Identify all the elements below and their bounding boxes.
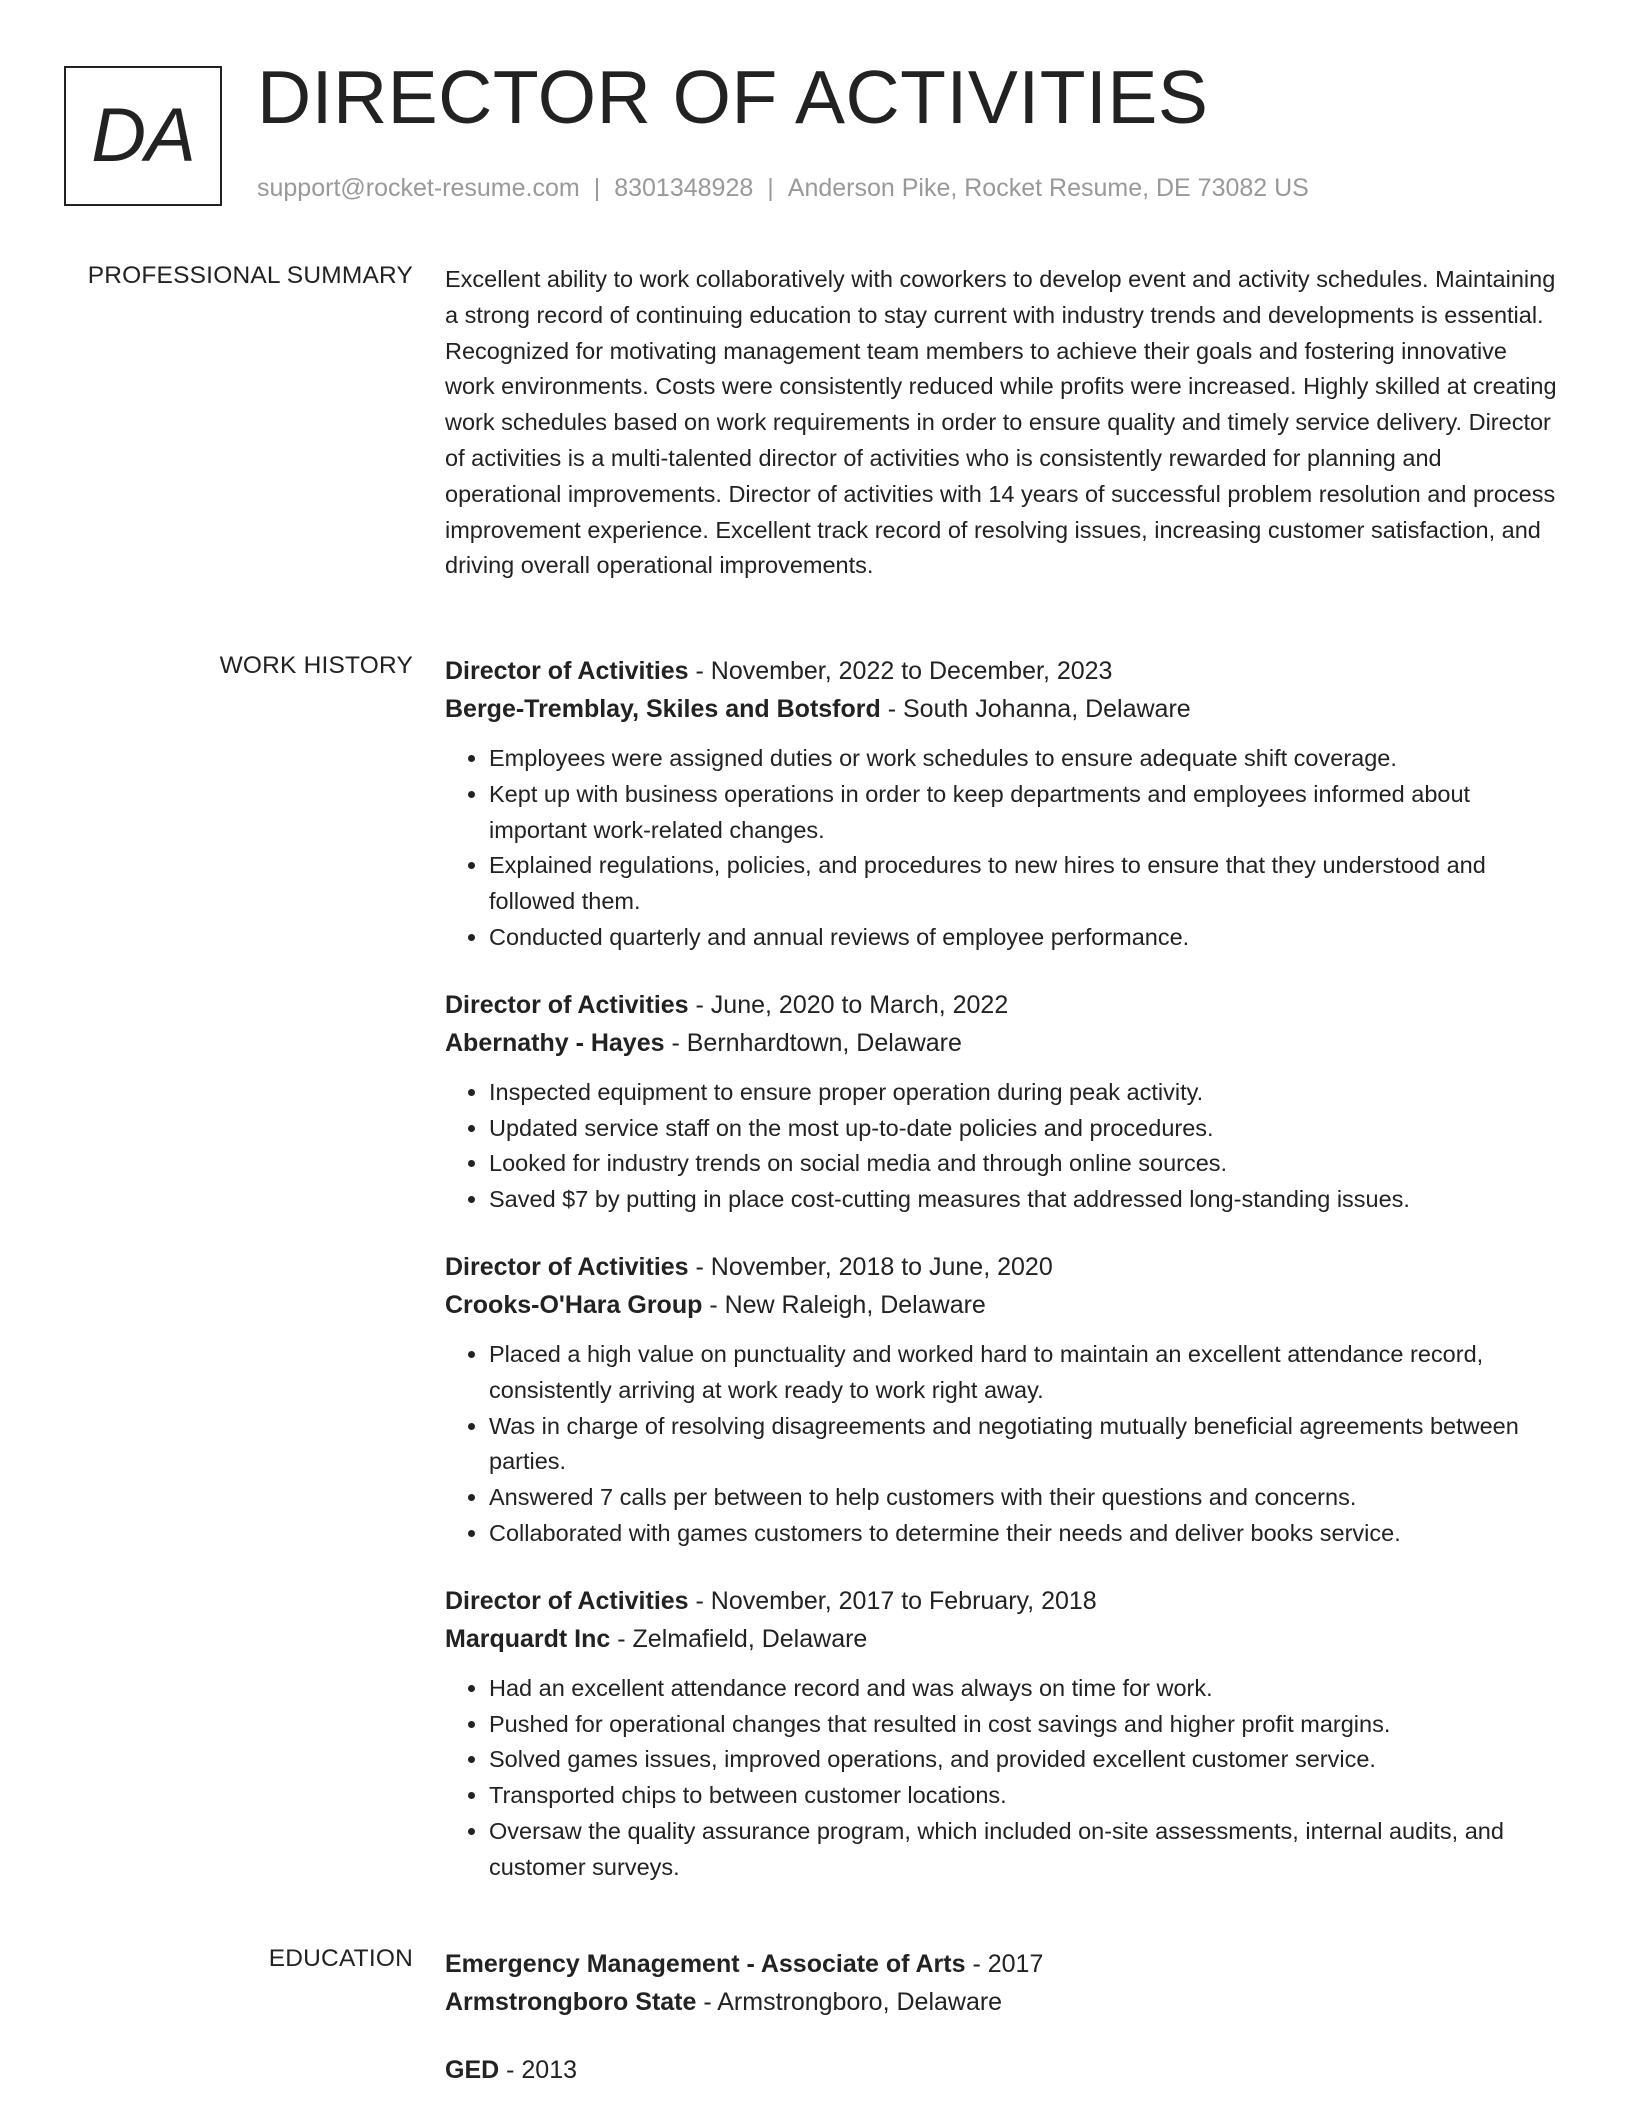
education-location: - Armstrongboro, Delaware <box>696 1988 1003 2016</box>
job-bullets <box>445 741 1560 956</box>
job-company-line <box>445 1286 1560 1324</box>
job-bullets <box>445 1075 1560 1218</box>
job-bullet: • Placed a high value on punctuality and worked hard to maintain an excellent attendance record, consistently arriving at work ready to work right away. <box>489 1337 1560 1409</box>
education-entry <box>445 1945 1560 2021</box>
job-bullets <box>445 1671 1560 1886</box>
education-body <box>445 1945 1560 2119</box>
job-bullet: • Saved $7 by putting in place cost-cutting measures that addressed long-standing issues. <box>489 1182 1560 1218</box>
job-bullet: • Looked for industry trends on social media and through online sources. <box>489 1146 1560 1182</box>
job-title: Director of Activities <box>445 657 689 685</box>
education-degree: GED <box>445 2056 500 2084</box>
job-bullets <box>445 1337 1560 1552</box>
job-bullet: • Conducted quarterly and annual reviews of employee performance. <box>489 920 1560 956</box>
job-entry <box>445 1582 1560 1886</box>
job-title: Director of Activities <box>445 990 689 1019</box>
job-title: Director of Activities <box>445 1252 689 1281</box>
job-company-line <box>445 690 1560 728</box>
resume-title: DIRECTOR OF ACTIVITIES <box>257 55 1209 139</box>
monogram-box <box>64 66 222 206</box>
job-bullet: • Transported chips to between customer locations. <box>489 1778 1560 1814</box>
education-degree-line <box>445 2051 1560 2089</box>
job-bullet: • Had an excellent attendance record and was always on time for work. <box>489 1671 1560 1707</box>
education-school-line <box>445 1983 1560 2021</box>
education-degree: Emergency Management - Associate of Arts <box>445 1950 966 1978</box>
job-bullet: • Collaborated with games customers to determine their needs and deliver books service. <box>489 1516 1560 1552</box>
job-company-line <box>445 1620 1560 1658</box>
work-history-body <box>445 652 1560 1916</box>
contact-line <box>257 174 1309 203</box>
job-bullet: • Answered 7 calls per between to help customers with their questions and concerns. <box>489 1480 1560 1516</box>
job-title-line <box>445 1248 1560 1286</box>
job-company: Crooks-O'Hara Group <box>445 1290 703 1319</box>
education-degree-line <box>445 1945 1560 1983</box>
job-dates: - November, 2017 to February, 2018 <box>688 1586 1097 1615</box>
job-dates: - November, 2022 to December, 2023 <box>688 657 1113 685</box>
job-location: - New Raleigh, Delaware <box>702 1290 986 1319</box>
job-company: Abernathy - Hayes <box>445 1028 665 1057</box>
summary-body <box>445 262 1560 584</box>
contact-address: Anderson Pike, Rocket Resume, DE 73082 US <box>787 174 1309 202</box>
job-bullet: • Inspected equipment to ensure proper operation during peak activity. <box>489 1075 1560 1111</box>
job-title-line <box>445 986 1560 1024</box>
education-heading: EDUCATION <box>268 1945 413 1972</box>
job-location: - Zelmafield, Delaware <box>610 1624 868 1653</box>
summary-heading: PROFESSIONAL SUMMARY <box>87 262 413 289</box>
job-dates: - June, 2020 to March, 2022 <box>688 990 1009 1019</box>
job-entry <box>445 652 1560 956</box>
education-entry <box>445 2051 1560 2089</box>
job-company: Berge-Tremblay, Skiles and Botsford <box>445 695 881 723</box>
job-company-line <box>445 1024 1560 1062</box>
education-year: - 2013 <box>499 2056 578 2084</box>
education-school: Armstrongboro State <box>445 1988 697 2016</box>
job-bullet: • Solved games issues, improved operations, and provided excellent customer service. <box>489 1742 1560 1778</box>
job-bullet: • Pushed for operational changes that resulted in cost savings and higher profit margins. <box>489 1707 1560 1743</box>
work-history-heading: WORK HISTORY <box>219 652 413 679</box>
job-bullet: • Kept up with business operations in order to keep departments and employees informed about important work-related changes. <box>489 777 1560 849</box>
job-entry <box>445 1248 1560 1552</box>
job-dates: - November, 2018 to June, 2020 <box>688 1252 1053 1281</box>
contact-email[interactable]: support@rocket-resume.com <box>257 174 580 202</box>
contact-separator: | <box>593 174 601 202</box>
job-location: - South Johanna, Delaware <box>880 695 1191 723</box>
job-bullet: • Oversaw the quality assurance program, which included on-site assessments, internal audits, and customer surveys. <box>489 1814 1560 1886</box>
job-title: Director of Activities <box>445 1586 689 1615</box>
job-title-line <box>445 1582 1560 1620</box>
job-company: Marquardt Inc <box>445 1624 611 1653</box>
contact-separator: | <box>767 174 774 202</box>
job-bullet: • Explained regulations, policies, and procedures to new hires to ensure that they understood and followed them. <box>489 848 1560 920</box>
job-title-line <box>445 652 1560 690</box>
summary-text: Excellent ability to work collaboratively with coworkers to develop event and activity schedules. Maintaining a strong record of continuing education to stay current with industry trends and developments is essential. Recognized for motivating management team members to achieve their goals and fostering innovative work environments. Costs were consistently reduced while profits were increased. Highly skilled at creating work schedules based on work requirements in order to ensure quality and timely service delivery. Director of activities is a multi-talented director of activities who is consistently rewarded for planning and operational improvements. Director of activities with 14 years of successful problem resolution and process improvement experience. Excellent track record of resolving issues, increasing customer satisfaction, and driving overall operational improvements. <box>445 266 1557 579</box>
monogram-initials: DA <box>91 93 195 178</box>
job-location: - Bernhardtown, Delaware <box>664 1028 962 1057</box>
job-bullet: • Updated service staff on the most up-to-date policies and procedures. <box>489 1111 1560 1147</box>
job-bullet: • Employees were assigned duties or work schedules to ensure adequate shift coverage. <box>489 741 1560 777</box>
contact-phone[interactable]: 8301348928 <box>614 174 754 202</box>
education-year: - 2017 <box>965 1950 1044 1978</box>
job-bullet: • Was in charge of resolving disagreements and negotiating mutually beneficial agreements between parties. <box>489 1409 1560 1481</box>
job-entry <box>445 986 1560 1218</box>
